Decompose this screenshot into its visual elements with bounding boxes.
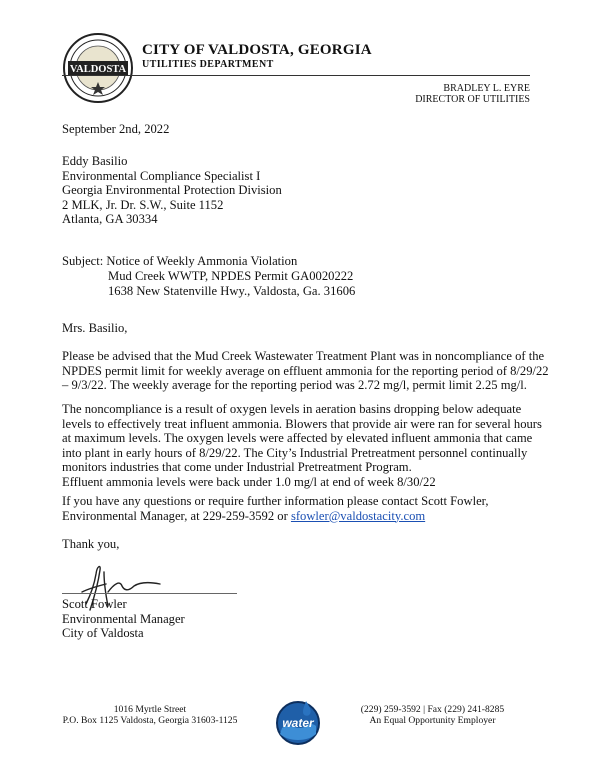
director-name: BRADLEY L. EYRE <box>443 83 530 94</box>
signer-block <box>62 597 185 641</box>
paragraph-line: levels to effectively treat influent ammonia. Blowers that provide air were ran for several hours <box>62 416 542 431</box>
subject-line: 1638 New Statenville Hwy., Valdosta, Ga. 31606 <box>108 283 356 298</box>
paragraph-violation <box>62 349 549 393</box>
closing: Thank you, <box>62 537 120 551</box>
paragraph-line <box>62 509 489 524</box>
paragraph-line: at maximum levels. The oxygen levels were affected by elevated influent ammonia that came <box>62 431 533 446</box>
paragraph-line: Please be advised that the Mud Creek Wastewater Treatment Plant was in noncompliance of the <box>62 349 545 363</box>
signer-org: City of Valdosta <box>62 626 144 641</box>
paragraph-contact <box>62 494 489 523</box>
paragraph-line: Effluent ammonia levels were back under 1.0 mg/l at end of week 8/30/22 <box>62 474 436 489</box>
footer-po-box: P.O. Box 1125 Valdosta, Georgia 31603-1125 <box>62 715 238 727</box>
subject-details <box>108 269 355 298</box>
header-divider <box>62 75 530 76</box>
email-link[interactable]: sfowler@valdostacity.com <box>290 508 426 523</box>
footer-street: 1016 Myrtle Street <box>113 704 187 715</box>
paragraph-line: – 9/3/22. The weekly average for the reporting period was 2.72 mg/l, permit limit 2.25 mg/l. <box>62 378 527 393</box>
paragraph-line: NPDES permit limit for weekly average on effluent ammonia for the reporting period of 8/29/22 <box>62 363 549 378</box>
recipient-address <box>62 154 282 227</box>
signature-line <box>62 593 237 594</box>
director-block <box>415 83 530 105</box>
footer-contact <box>345 704 520 727</box>
paragraph-cause <box>62 402 542 490</box>
signer-title: Environmental Manager <box>62 611 185 626</box>
subject-heading: Subject: Notice of Weekly Ammonia Violation <box>62 254 298 268</box>
recipient-line: Eddy Basilio <box>62 154 128 168</box>
paragraph-line: into plant in early hours of 8/29/22. The City’s Industrial Pretreatment personnel continually <box>62 445 528 460</box>
city-seal-logo <box>62 32 134 104</box>
org-name: CITY OF VALDOSTA, GEORGIA <box>142 42 372 58</box>
contact-text: Environmental Manager, at 229-259-3592 or <box>62 508 288 523</box>
paragraph-line: monitors industries that come under Industrial Pretreatment Program. <box>62 460 412 475</box>
letter-date: September 2nd, 2022 <box>62 122 170 136</box>
footer-phone-fax: (229) 259-3592 | Fax (229) 241-8285 <box>360 704 505 715</box>
subject-line: Mud Creek WWTP, NPDES Permit GA0020222 <box>108 269 354 283</box>
department-name: UTILITIES DEPARTMENT <box>142 59 274 70</box>
svg-text:water: water <box>282 716 314 730</box>
svg-text:VALDOSTA: VALDOSTA <box>69 64 127 75</box>
paragraph-line: The noncompliance is a result of oxygen levels in aeration basins dropping below adequate <box>62 402 522 416</box>
footer-address <box>40 704 260 727</box>
water-logo <box>272 698 324 746</box>
signer-name: Scott Fowler <box>62 597 127 611</box>
recipient-line: Atlanta, GA 30334 <box>62 212 158 227</box>
footer-eoe: An Equal Opportunity Employer <box>369 715 496 727</box>
director-title: DIRECTOR OF UTILITIES <box>415 94 530 105</box>
recipient-line: 2 MLK, Jr. Dr. S.W., Suite 1152 <box>62 197 224 212</box>
paragraph-line: If you have any questions or require further information please contact Scott Fowler, <box>62 494 489 508</box>
salutation: Mrs. Basilio, <box>62 321 128 335</box>
recipient-line: Georgia Environmental Protection Division <box>62 183 282 198</box>
recipient-line: Environmental Compliance Specialist I <box>62 168 261 183</box>
